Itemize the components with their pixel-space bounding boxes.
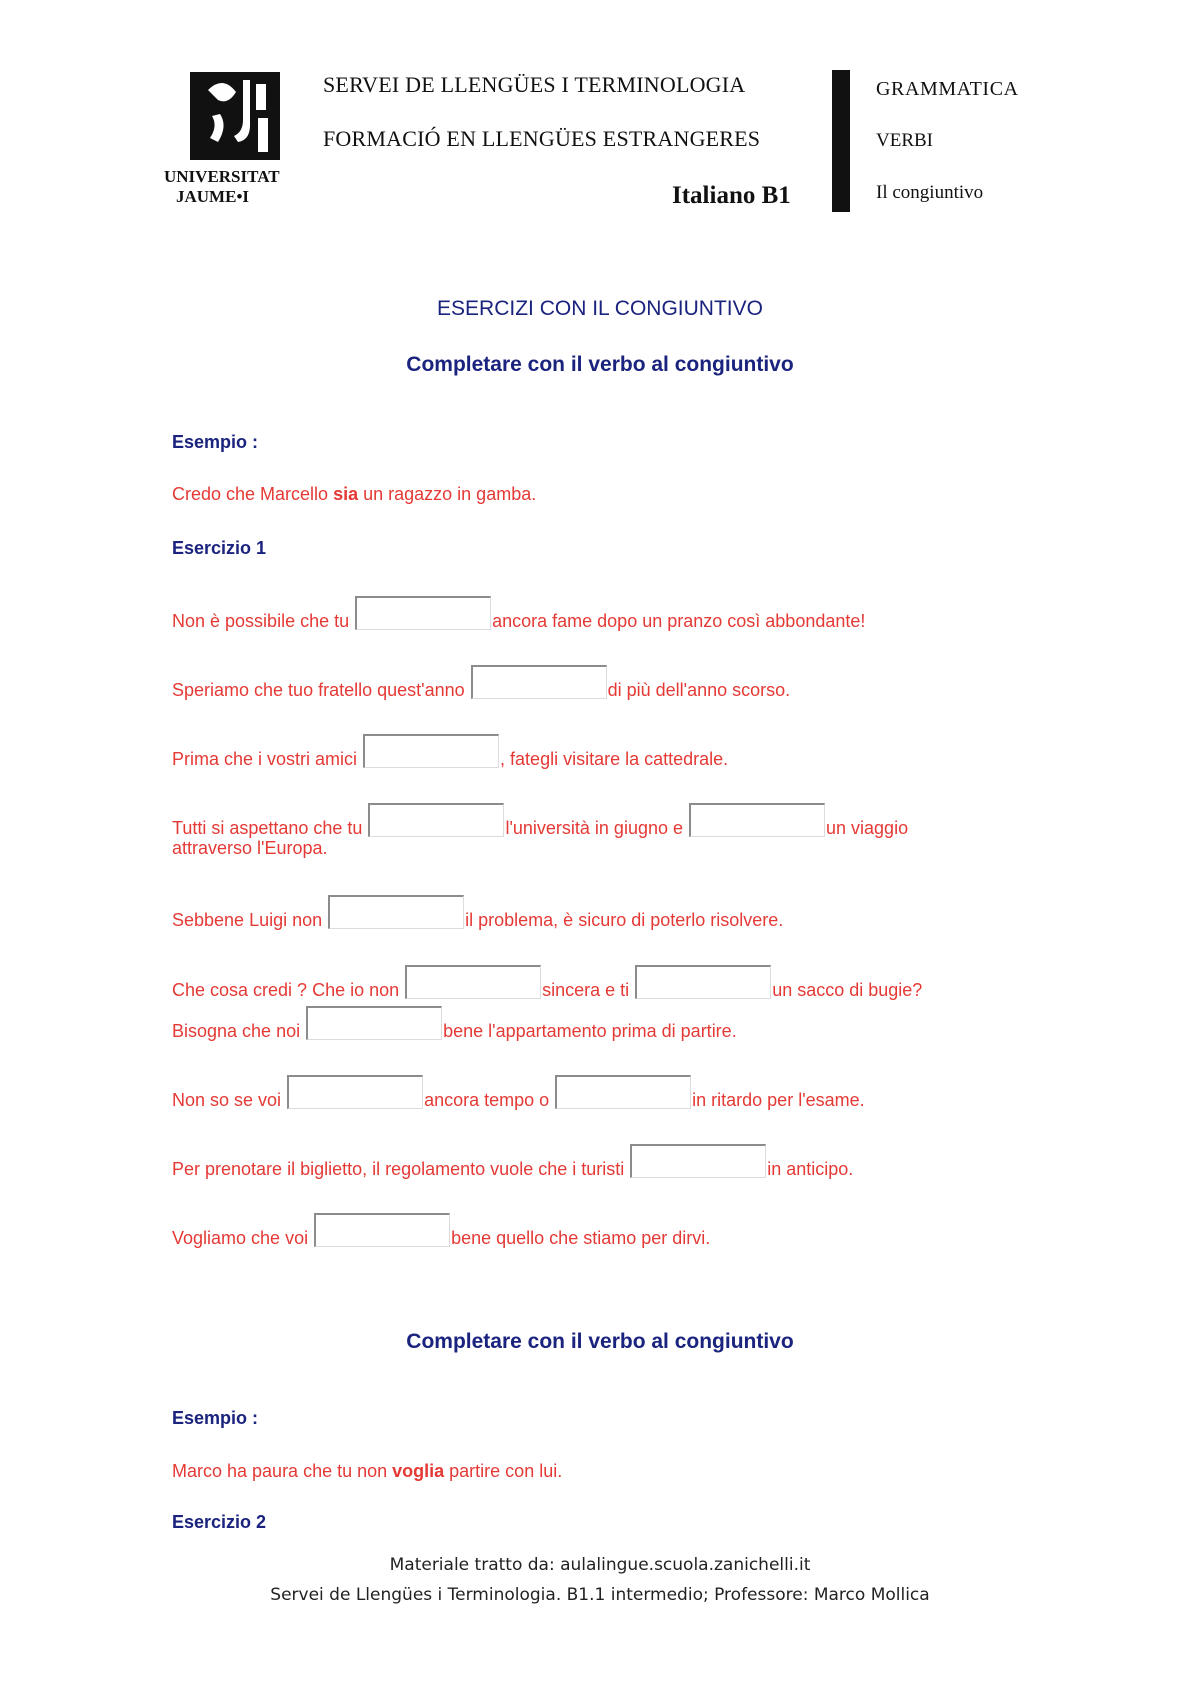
svg-text:UNIVERSITAT: UNIVERSITAT	[164, 167, 280, 186]
answer-input[interactable]	[689, 803, 825, 837]
example-answer: sia	[333, 484, 359, 504]
answer-input[interactable]	[405, 965, 541, 999]
answer-input[interactable]	[635, 965, 771, 999]
university-logo-icon	[164, 70, 308, 210]
answer-input[interactable]	[355, 596, 491, 630]
exercise-item: Vogliamo che voi bene quello che stiamo per dirvi.	[172, 1213, 710, 1249]
course-title: Italiano B1	[672, 182, 791, 209]
section2-example-label: Esempio :	[172, 1408, 259, 1428]
institution-line-2: FORMACIÓ EN LLENGÜES ESTRANGERES	[323, 126, 761, 151]
institution-line-1: SERVEI DE LLENGÜES I TERMINOLOGIA	[323, 72, 746, 97]
subcategory-label: VERBI	[876, 130, 933, 151]
exercise-item: Per prenotare il biglietto, il regolamento vuole che i turisti in anticipo.	[172, 1144, 853, 1180]
category-label: GRAMMATICA	[876, 78, 1019, 100]
answer-input[interactable]	[328, 895, 464, 929]
header-divider	[832, 70, 850, 212]
exercise-item: Che cosa credi ? Che io non sincera e ti un sacco di bugie?	[172, 965, 922, 1001]
answer-input[interactable]	[287, 1075, 423, 1109]
exercise2-label: Esercizio 2	[172, 1512, 267, 1532]
exercise1-label: Esercizio 1	[172, 538, 267, 558]
footer-source: Materiale tratto da: aulalingue.scuola.zanichelli.it	[389, 1555, 811, 1575]
section1-title: Completare con il verbo al congiuntivo	[406, 353, 794, 376]
topic-label: Il congiuntivo	[876, 182, 984, 203]
exercise-item: Non so se voi ancora tempo o in ritardo per l'esame.	[172, 1075, 865, 1111]
exercise-item: Sebbene Luigi non il problema, è sicuro di poterlo risolvere.	[172, 895, 783, 931]
answer-input[interactable]	[368, 803, 504, 837]
example-answer: voglia	[392, 1461, 445, 1481]
exercise-item: Bisogna che noi bene l'appartamento prima di partire.	[172, 1006, 737, 1042]
section1-example-label: Esempio :	[172, 432, 259, 452]
answer-input[interactable]	[471, 665, 607, 699]
answer-input[interactable]	[555, 1075, 691, 1109]
page-title: ESERCIZI CON IL CONGIUNTIVO	[437, 297, 763, 320]
university-logo	[164, 70, 308, 210]
exercise-item: Prima che i vostri amici , fategli visitare la cattedrale.	[172, 734, 728, 770]
exercise-item: Speriamo che tuo fratello quest'anno di più dell'anno scorso.	[172, 665, 790, 701]
svg-text:JAUME•I: JAUME•I	[176, 187, 250, 206]
answer-input[interactable]	[314, 1213, 450, 1247]
exercise-item: Tutti si aspettano che tu l'università in giugno e un viaggio	[172, 803, 908, 839]
section1-example: Credo che Marcello sia un ragazzo in gamba.	[172, 484, 537, 504]
exercise-item-continuation: attraverso l'Europa.	[172, 838, 328, 858]
answer-input[interactable]	[363, 734, 499, 768]
section2-title: Completare con il verbo al congiuntivo	[406, 1330, 794, 1353]
section2-example: Marco ha paura che tu non voglia partire con lui.	[172, 1461, 563, 1481]
footer-credits: Servei de Llengües i Terminologia. B1.1 intermedio; Professore: Marco Mollica	[270, 1585, 930, 1605]
exercise-item: Non è possibile che tu ancora fame dopo un pranzo così abbondante!	[172, 596, 865, 632]
answer-input[interactable]	[306, 1006, 442, 1040]
answer-input[interactable]	[630, 1144, 766, 1178]
